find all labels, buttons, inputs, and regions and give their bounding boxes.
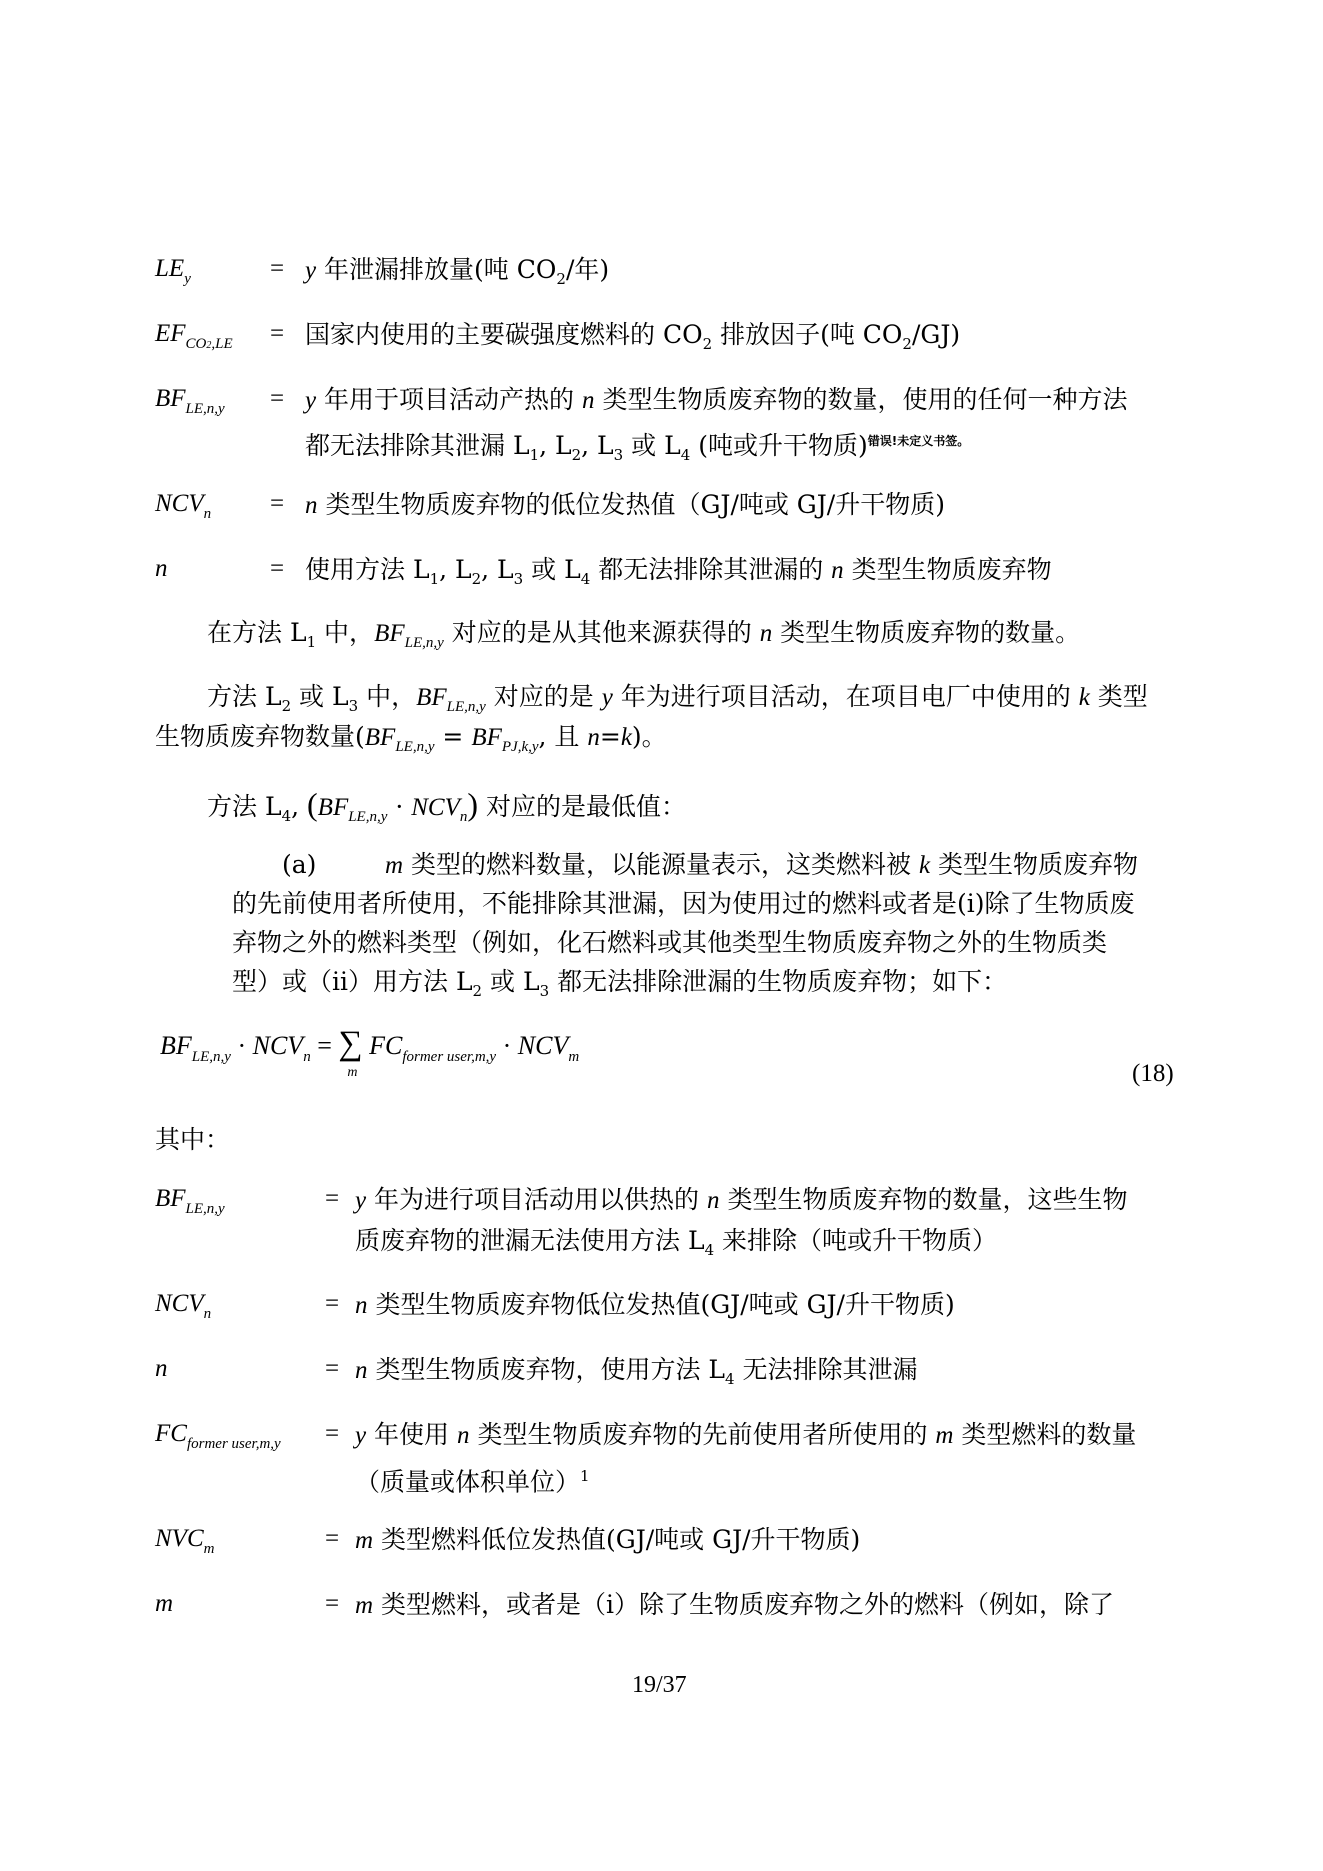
equals-sign: = <box>270 320 285 347</box>
item-a-line-2: 的先前使用者所使用，不能排除其泄漏，因为使用过的燃料或者是(i)除了生物质废 <box>232 889 1135 918</box>
symbol-m: m <box>155 1590 174 1617</box>
definition-text: n 类型生物质废弃物，使用方法 $L_4$ 无法排除其泄漏 <box>355 1355 918 1388</box>
definition-text: n 类型生物质废弃物低位发热值(GJ/吨或 GJ/升干物质) <box>355 1290 955 1319</box>
equals-sign: = <box>270 385 285 412</box>
definition-text: m 类型燃料低位发热值(GJ/吨或 GJ/升干物质) <box>355 1525 861 1554</box>
symbol-n: n <box>155 1355 168 1382</box>
equals-sign: = <box>325 1590 340 1617</box>
symbol-ncv-n: $NCV_n$ <box>155 490 212 522</box>
definition-text: 国家内使用的主要碳强度燃料的 $CO_2$ 排放因子(吨 $CO_2/GJ$) <box>305 320 961 353</box>
equals-sign: = <box>325 1185 340 1212</box>
symbol-bf-le-n-y: $BF_{LE,n,y}$ <box>155 1185 225 1217</box>
equals-sign: = <box>325 1290 340 1317</box>
paragraph-method-l4: 方法 $L_4$, $(BF_{LE,n,y} \cdot NCV_n)$ 对应的是最低值： <box>207 786 686 825</box>
item-a-label: (a) <box>282 850 317 879</box>
symbol-le-y: $LE_y$ <box>155 255 191 287</box>
item-a-line-3: 弃物之外的燃料类型（例如，化石燃料或其他类型生物质废弃物之外的生物质类 <box>232 928 1108 957</box>
equals-sign: = <box>325 1525 340 1552</box>
definition-text: y 年使用 n 类型生物质废弃物的先前使用者所使用的 m 类型燃料的数量 （质量或体积单位）$^1$ <box>355 1420 1137 1497</box>
definition-text: y 年为进行项目活动用以供热的 n 类型生物质废弃物的数量，这些生物 质废弃物的泄漏无法使用方法 $L_4$ 来排除（吨或升干物质） <box>355 1185 1128 1259</box>
equals-sign: = <box>270 490 285 517</box>
equals-sign: = <box>325 1355 340 1382</box>
symbol-nvc-m: $NVC_m$ <box>155 1525 215 1557</box>
paragraph-method-l2-l3: 方法 $L_2$ 或 $L_3$ 中，$BF_{LE,n,y}$ 对应的是 y 年为进行项目活动，在项目电厂中使用的 k 类型 <box>207 682 1148 715</box>
definition-text: 使用方法 $L_1$, $L_2$, $L_3$ 或 $L_4$ 都无法排除其泄漏的 n 类型生物质废弃物 <box>305 555 1052 588</box>
definition-text: m 类型燃料，或者是（i）除了生物质废弃物之外的燃料（例如，除了 <box>355 1590 1115 1619</box>
footnote-marker[interactable]: 1 <box>580 1467 590 1485</box>
item-a-line-1: m 类型的燃料数量，以能源量表示，这类燃料被 k 类型生物质废弃物 <box>385 850 1139 879</box>
paragraph-method-l2-l3-cont: 生物质废弃物数量($BF_{LE,n,y} = BF_{PJ,k,y}$, 且 n=k)。 <box>155 722 667 755</box>
equation-number: (18) <box>1132 1060 1174 1087</box>
paragraph-method-l1: 在方法 $L_1$ 中，$BF_{LE,n,y}$ 对应的是从其他来源获得的 n 类型生物质废弃物的数量。 <box>207 618 1081 651</box>
definition-text: y 年用于项目活动产热的 n 类型生物质废弃物的数量，使用的任何一种方法 都无法排除其泄漏 $L_1$, $L_2$, $L_3$ 或 $L_4$ (吨或升干物质)$^{错误!未定义书签。}$ <box>305 385 1128 464</box>
equals-sign: = <box>270 555 285 582</box>
definition-text: n 类型生物质废弃物的低位发热值（GJ/吨或 GJ/升干物质) <box>305 490 945 519</box>
equals-sign: = <box>325 1420 340 1447</box>
symbol-ef-co2-le: $EF_{CO2,LE}$ <box>155 320 233 352</box>
symbol-fc-former-user: $FC_{former user,m,y}$ <box>155 1420 281 1452</box>
symbol-ncv-n: $NCV_n$ <box>155 1290 212 1322</box>
where-label: 其中： <box>155 1125 231 1154</box>
definition-text: y 年泄漏排放量(吨 $CO_2/$年) <box>305 255 610 288</box>
equals-sign: = <box>270 255 285 282</box>
item-a-line-4: 型）或（ii）用方法 $L_2$ 或 $L_3$ 都无法排除泄漏的生物质废弃物；如下： <box>232 967 1008 1000</box>
symbol-n: n <box>155 555 168 582</box>
symbol-bf-le-n-y: $BF_{LE,n,y}$ <box>155 385 225 417</box>
page-number: 19/37 <box>632 1672 687 1698</box>
equation-18: $BF_{LE,n,y} \cdot NCV_n$ = ∑ m $FC_{former user,m,y} \cdot NCV_m$ <box>160 1025 580 1080</box>
bookmark-error-note: 错误!未定义书签。 <box>867 434 970 448</box>
